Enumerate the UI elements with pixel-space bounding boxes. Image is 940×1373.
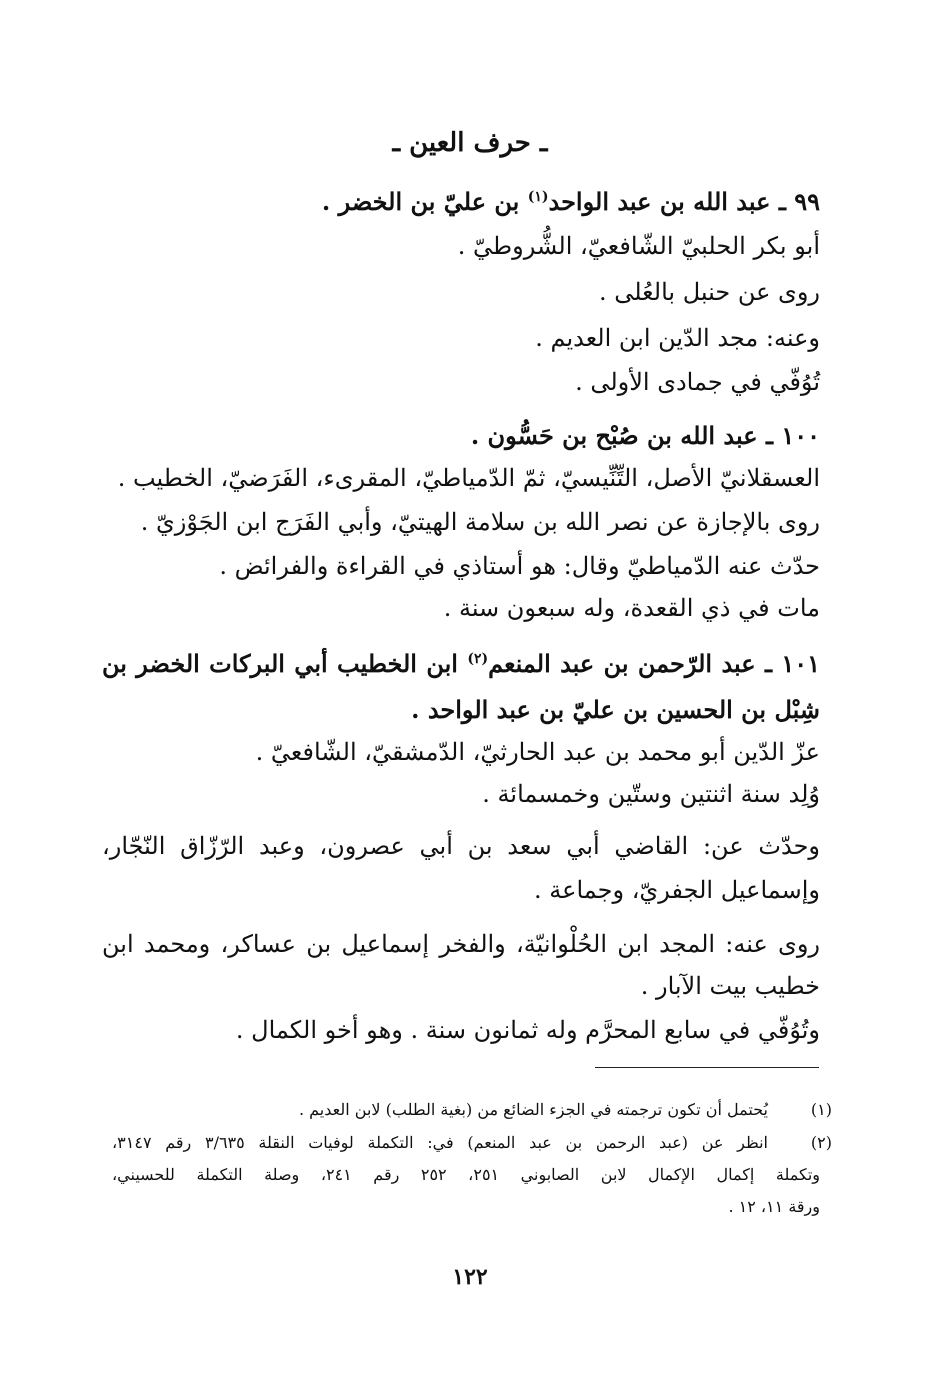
footnote-text: يُحتمل أن تكون ترجمته في الجزء الضائع من (بغية الطلب) لابن العديم .: [298, 1100, 768, 1119]
entry-text-line: تُوُفّي في جمادى الأولى .: [575, 368, 820, 396]
entry-text-line: وإسماعيل الجفريّ، وجماعة .: [534, 876, 820, 904]
footnote-reference: (٢): [467, 651, 489, 667]
entry-text-line: العسقلانيّ الأصل، التِّنِّيسيّ، ثمّ الدّمياطيّ، المقرىء، الفَرَضيّ، الخطيب .: [117, 464, 820, 492]
entry-name-continued: بن عليّ بن الخضر .: [321, 187, 520, 216]
entry-text-line: وعنه: مجد الدّين ابن العديم .: [535, 324, 820, 352]
entry-heading: [471, 420, 820, 452]
footnote-separator: [595, 1067, 819, 1068]
entry-number: ١٠٠ ـ: [765, 421, 820, 450]
entry-name: عبد الرّحمن بن عبد المنعم: [488, 649, 756, 678]
entry-name: عبد الله بن عبد الواحد: [548, 187, 771, 216]
entry-text-line: عزّ الدّين أبو محمد بن عبد الحارثيّ، الدّمشقيّ، الشّافعيّ .: [255, 738, 820, 766]
entry-text-line: أبو بكر الحلبيّ الشّافعيّ، الشُّروطيّ .: [457, 232, 820, 260]
entry-text-line: حدّث عنه الدّمياطيّ وقال: هو أستاذي في القراءة والفرائض .: [219, 552, 820, 580]
entry-number: ١٠١ ـ: [764, 649, 821, 678]
entry-number: ٩٩ ـ: [778, 187, 820, 216]
page-number: ١٢٢: [452, 1264, 488, 1290]
entry-text-line: وحدّث عن: القاضي أبي سعد بن أبي عصرون، وعبد الرّزّاق النّجّار،: [102, 832, 820, 860]
entry-text-line: روى عنه: المجد ابن الحُلْوانيّة، والفخر إسماعيل بن عساكر، ومحمد ابن: [102, 930, 820, 958]
entry-text-line: روى عن حنبل بالعُلى .: [598, 278, 820, 306]
entry-text-line: روى بالإجازة عن نصر الله بن سلامة الهيتيّ، وأبي الفَرَج ابن الجَوْزيّ .: [140, 508, 820, 536]
entry-name: عبد الله بن صُبْح بن حَسُّون .: [470, 421, 758, 450]
footnote-reference: (١): [527, 189, 549, 205]
footnote-number: (٢): [810, 1133, 832, 1152]
entry-heading: [322, 186, 820, 218]
entry-text-line: خطيب بيت الآبار .: [640, 972, 820, 1000]
footnote-text: انظر عن (عبد الرحمن بن عبد المنعم) في: التكملة لوفيات النقلة ٣/٦٣٥ رقم ٣١٤٧،: [112, 1133, 769, 1152]
entry-text-line: وتُوُفّي في سابع المحرَّم وله ثمانون سنة . وهو أخو الكمال .: [235, 1016, 820, 1044]
entry-text-line: مات في ذي القعدة، وله سبعون سنة .: [443, 594, 820, 622]
section-title: ـ حرف العين ـ: [392, 128, 548, 158]
entry-text-line: وُلِد سنة اثنتين وستّين وخمسمائة .: [482, 780, 820, 808]
entry-name-continued: ابن الخطيب أبي البركات الخضر بن: [102, 649, 458, 678]
entry-heading: [102, 648, 820, 680]
footnote-text: وتكملة إكمال الإكمال لابن الصابوني ٢٥١، ٢٥٢ رقم ٢٤١، وصلة التكملة للحسيني،: [112, 1165, 821, 1184]
footnote-number: (١): [810, 1100, 832, 1119]
entry-name-continued: شِبْل بن الحسين بن عليّ بن عبد الواحد .: [411, 695, 820, 724]
footnote-text: ورقة ١١، ١٢ .: [728, 1197, 820, 1216]
